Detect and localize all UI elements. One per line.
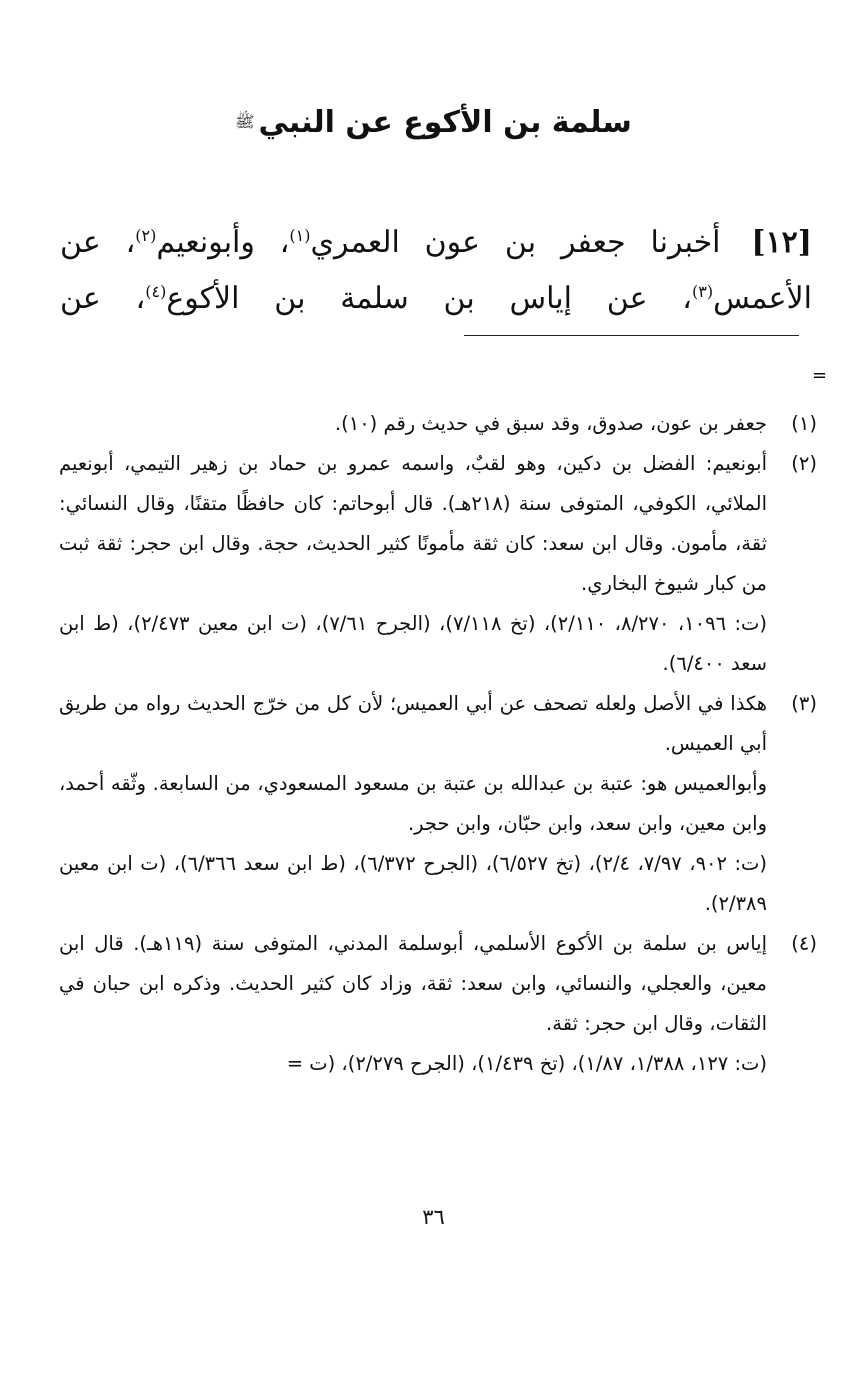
- hadith-text-part: ، عن إياس بن سلمة بن الأكوع: [166, 281, 692, 316]
- salutation-symbol: ﷺ: [235, 112, 255, 131]
- footnote-references: (ت: ١٢٧، ١/٣٨٨، ١/٨٧)، (تخ ١/٤٣٩)، (الجرح ٢/٢٧٩)، (ت =: [286, 1052, 767, 1075]
- footnote: [59, 404, 817, 444]
- footnote-text: أبونعيم: الفضل بن دكين، وهو لقبٌ، واسمه عمرو بن حماد بن زهير التيمي، أبونعيم الملائي، الكوفي، المتوفى سنة (٢١٨هـ). قال أبوحاتم: كان حافظًا متقنًا، وقال النسائي: ثقة، مأمون. وقال ابن سعد: كان ثقة مأمونًا كثير الحديث، حجة. وقال ابن حجر: ثقة ثبت من كبار شيوخ البخاري.: [59, 452, 767, 595]
- footnotes: [59, 404, 817, 1084]
- continuation-mark: =: [812, 365, 828, 386]
- footnote: [59, 444, 817, 684]
- footnote-ref-3: (٣): [691, 282, 714, 301]
- hadith-text-part: أخبرنا جعفر بن عون العمري: [310, 225, 721, 260]
- footnote-ref-1: (١): [289, 226, 311, 245]
- hadith-text-part: ، عن: [60, 281, 146, 316]
- chapter-title-text: سلمة بن الأكوع عن النبي: [258, 105, 632, 140]
- chapter-title: [0, 105, 867, 140]
- page-number: ٣٦: [422, 1205, 445, 1229]
- hadith-number: [١٢]: [751, 225, 812, 260]
- footnote-separator: [464, 335, 799, 336]
- footnote-references: (ت: ١٠٩٦، ٨/٢٧٠، ٢/١١٠)، (تخ ٧/١١٨)، (الجرح ٧/٦١)، (ت ابن معين ٢/٤٧٣)، (ط ابن سعد ٦/٤٠٠).: [59, 612, 768, 675]
- hadith-text-part: الأعمس: [713, 281, 812, 316]
- footnote-references: (ت: ٩٠٢، ٧/٩٧، ٢/٤)، (تخ ٦/٥٢٧)، (الجرح ٦/٣٧٢)، (ط ابن سعد ٦/٣٦٦)، (ت ابن معين ٢/٣٨٩).: [59, 852, 768, 915]
- footnote-text: إياس بن سلمة بن الأكوع الأسلمي، أبوسلمة المدني، المتوفى سنة (١١٩هـ). قال ابن معين، والعجلي، والنسائي، وابن سعد: ثقة، وزاد كان كثير الحديث. وذكره ابن حبان في الثقات، وقال ابن حجر: ثقة.: [59, 932, 768, 1035]
- footnote-text: وأبوالعميس هو: عتبة بن عبدالله بن عتبة بن مسعود المسعودي، من السابعة. وثّقه أحمد، وابن معين، وابن سعد، وابن حبّان، وابن حجر.: [59, 772, 767, 835]
- hadith-text-part: ، وأبونعيم: [156, 225, 290, 260]
- footnote-number: (٤): [791, 932, 817, 955]
- footnote-text: هكذا في الأصل ولعله تصحف عن أبي العميس؛ لأن كل من خرّج الحديث رواه من طريق أبي العميس.: [59, 692, 767, 755]
- footnote-number: (٣): [791, 692, 817, 715]
- footnote-text: جعفر بن عون، صدوق، وقد سبق في حديث رقم (١٠).: [334, 412, 767, 435]
- footnote: [59, 684, 817, 924]
- hadith-text: [60, 215, 812, 327]
- footnote-number: (١): [791, 412, 817, 435]
- footnote: [59, 924, 817, 1084]
- footnote-number: (٢): [791, 452, 817, 475]
- hadith-text-part: ، عن: [60, 225, 136, 260]
- footnote-ref-4: (٤): [145, 282, 167, 301]
- footnote-ref-2: (٢): [135, 226, 157, 245]
